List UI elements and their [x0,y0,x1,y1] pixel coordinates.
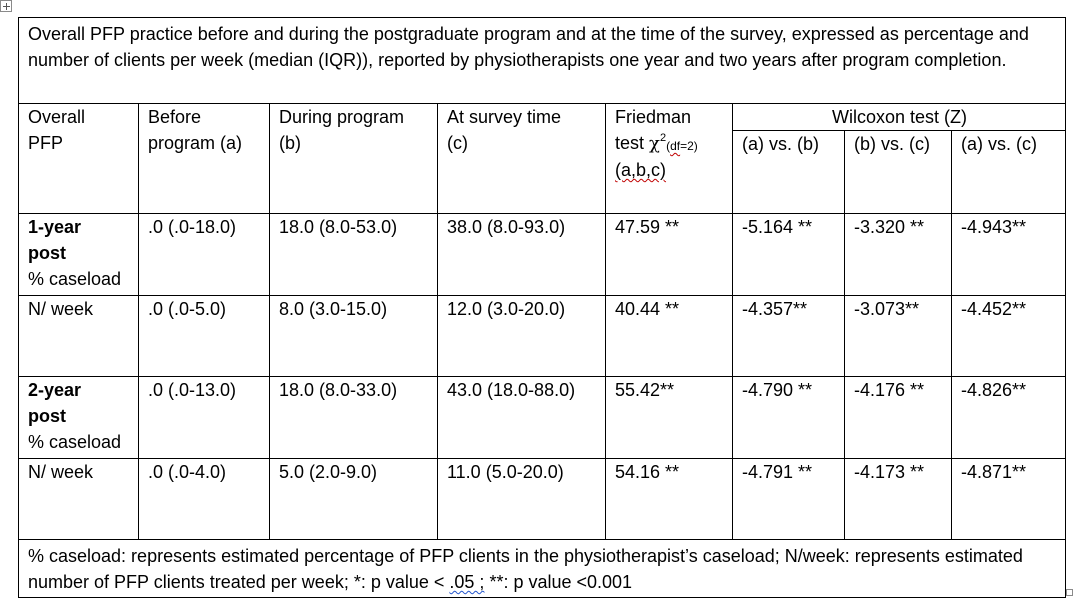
header-during-line1: During program [279,107,405,127]
cell-friedman: 40.44 ** [606,296,733,377]
chi-symbol: χ [649,133,660,154]
header-row-1 [19,104,1066,131]
cell-wilcoxon-ac: -4.871** [952,459,1066,540]
cell-wilcoxon-ac: -4.826** [952,377,1066,459]
cell-wilcoxon-bc: -4.176 ** [845,377,952,459]
friedman-abc: (a,b,c) [615,160,667,180]
cell-friedman: 54.16 ** [606,459,733,540]
footer-row [19,540,1066,598]
header-friedman-line1: Friedman [615,107,692,127]
row-label-cell [19,214,139,296]
cell-wilcoxon-ab: -4.790 ** [733,377,845,459]
cell-survey: 38.0 (8.0-93.0) [438,214,606,296]
table-resize-handle-icon[interactable] [1066,589,1073,596]
cell-wilcoxon-ab: -4.791 ** [733,459,845,540]
cell-before: .0 (.0-13.0) [139,377,270,459]
header-survey-time [438,104,606,214]
caption-row [19,18,1066,104]
row-label: % caseload [28,269,122,289]
header-before-line2: program (a) [148,133,243,153]
group-label-line1: 2-year [28,380,82,400]
footnote-spellcheck-mark: .05 ; [449,572,485,592]
footnote-part1: % caseload: represents estimated percentage of PFP clients in the physiotherapist’s caseload; N/week: represents estimated number of PFP clients treated per week; *: p value < [28,546,1023,592]
group-label-line2: post [28,406,66,426]
footnote-part3: **: p value <0.001 [484,572,633,592]
row-label: N/ week [19,459,139,540]
header-survey-line1: At survey time [447,107,562,127]
cell-friedman: 55.42** [606,377,733,459]
group-label-line2: post [28,243,66,263]
cell-before: .0 (.0-18.0) [139,214,270,296]
header-wilcoxon-group: Wilcoxon test (Z) [733,104,1066,131]
cell-before: .0 (.0-5.0) [139,296,270,377]
table-move-handle-icon[interactable] [0,0,12,12]
header-overall-pfp [19,104,139,214]
header-during-line2: (b) [279,133,301,153]
header-before-program [139,104,270,214]
header-wilcoxon-ac: (a) vs. (c) [952,131,1066,214]
cell-wilcoxon-ac: -4.452** [952,296,1066,377]
cell-during: 18.0 (8.0-53.0) [270,214,438,296]
cell-wilcoxon-bc: -3.073** [845,296,952,377]
table-caption: Overall PFP practice before and during the postgraduate program and at the time of the survey, expressed as percentage and number of clients per week (median (IQR)), reported by physiotherapists one year and two years after program completion. [19,18,1066,104]
table-row [19,214,1066,296]
table-footnote [19,540,1066,598]
cell-before: .0 (.0-4.0) [139,459,270,540]
row-label-cell [19,377,139,459]
chi-superscript: 2 [659,132,667,144]
cell-wilcoxon-bc: -4.173 ** [845,459,952,540]
group-label-line1: 1-year [28,217,82,237]
cell-wilcoxon-ab: -5.164 ** [733,214,845,296]
header-overall-line1: Overall [28,107,86,127]
header-friedman-test [606,104,733,214]
row-label: N/ week [19,296,139,377]
cell-survey: 11.0 (5.0-20.0) [438,459,606,540]
table-row [19,377,1066,459]
table-row [19,459,1066,540]
header-wilcoxon-bc: (b) vs. (c) [845,131,952,214]
cell-during: 18.0 (8.0-33.0) [270,377,438,459]
header-wilcoxon-ab: (a) vs. (b) [733,131,845,214]
df-close: =2) [680,139,698,153]
cell-wilcoxon-bc: -3.320 ** [845,214,952,296]
header-overall-line2: PFP [28,133,64,153]
row-label: % caseload [28,432,122,452]
df-spellcheck-mark: df [670,139,681,153]
cell-wilcoxon-ac: -4.943** [952,214,1066,296]
header-survey-line2: (c) [447,133,468,153]
header-during-program [270,104,438,214]
cell-friedman: 47.59 ** [606,214,733,296]
cell-during: 5.0 (2.0-9.0) [270,459,438,540]
header-friedman-line2 [615,130,724,157]
header-friedman-line3 [615,157,724,183]
df-open: ( [666,139,671,153]
pfp-practice-table [18,17,1066,598]
cell-survey: 43.0 (18.0-88.0) [438,377,606,459]
cell-during: 8.0 (3.0-15.0) [270,296,438,377]
degrees-of-freedom [666,139,698,153]
header-before-line1: Before [148,107,202,127]
header-friedman-test-word: test [615,133,645,153]
cell-wilcoxon-ab: -4.357** [733,296,845,377]
cell-survey: 12.0 (3.0-20.0) [438,296,606,377]
table-row [19,296,1066,377]
